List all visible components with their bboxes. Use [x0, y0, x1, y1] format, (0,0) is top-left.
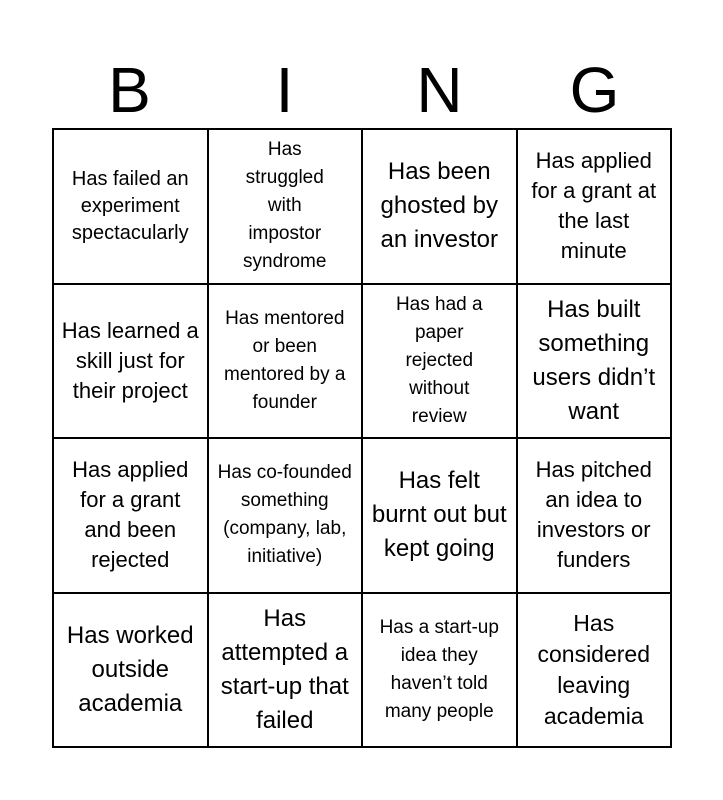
bingo-cell[interactable]: [53, 284, 208, 439]
bingo-cell[interactable]: [208, 284, 363, 439]
cell-text: Has applied for a grant and been rejected: [72, 457, 189, 573]
cell-text: Has struggled with impostor syndrome: [243, 139, 327, 273]
bingo-cell[interactable]: [517, 438, 672, 593]
header-letter: I: [275, 54, 294, 126]
bingo-cell[interactable]: [362, 438, 517, 593]
bingo-board: [52, 128, 672, 748]
cell-text: Has built something users didn’t want: [532, 295, 656, 425]
bingo-cell[interactable]: [362, 593, 517, 748]
bingo-cell[interactable]: [517, 593, 672, 748]
header-letter: N: [416, 54, 463, 126]
bingo-cell[interactable]: [208, 438, 363, 593]
bingo-cell[interactable]: [53, 438, 208, 593]
bingo-cell[interactable]: [517, 129, 672, 284]
cell-text: Has co-founded something (company, lab, initiative): [217, 462, 352, 568]
cell-text: Has considered leaving academia: [537, 609, 651, 729]
cell-text: Has failed an experiment spectacularly: [71, 167, 189, 244]
bingo-cell[interactable]: [208, 129, 363, 284]
cell-text: Has pitched an idea to investors or funders: [535, 457, 652, 573]
cell-text: Has a start-up idea they haven’t told many people: [379, 616, 499, 722]
cell-text: Has learned a skill just for their project: [61, 317, 199, 403]
bingo-cell[interactable]: [53, 129, 208, 284]
bingo-cell[interactable]: [362, 284, 517, 439]
cell-text: Has had a paper rejected without review: [395, 293, 483, 427]
cell-text: Has been ghosted by an investor: [380, 158, 498, 254]
cell-text: Has applied for a grant at the last minute: [531, 148, 657, 264]
header-letter: B: [108, 54, 151, 126]
cell-text: Has mentored or been mentored by a founder: [224, 307, 346, 413]
cell-text: Has worked outside academia: [66, 621, 194, 717]
cell-text: Has felt burnt out but kept going: [371, 467, 507, 563]
bingo-header: [52, 52, 672, 128]
cell-text: Has attempted a start-up that failed: [220, 604, 349, 734]
bingo-cell[interactable]: [53, 593, 208, 748]
bingo-cell[interactable]: [208, 593, 363, 748]
header-letter: G: [569, 54, 620, 126]
bingo-cell[interactable]: [517, 284, 672, 439]
bingo-cell[interactable]: [362, 129, 517, 284]
